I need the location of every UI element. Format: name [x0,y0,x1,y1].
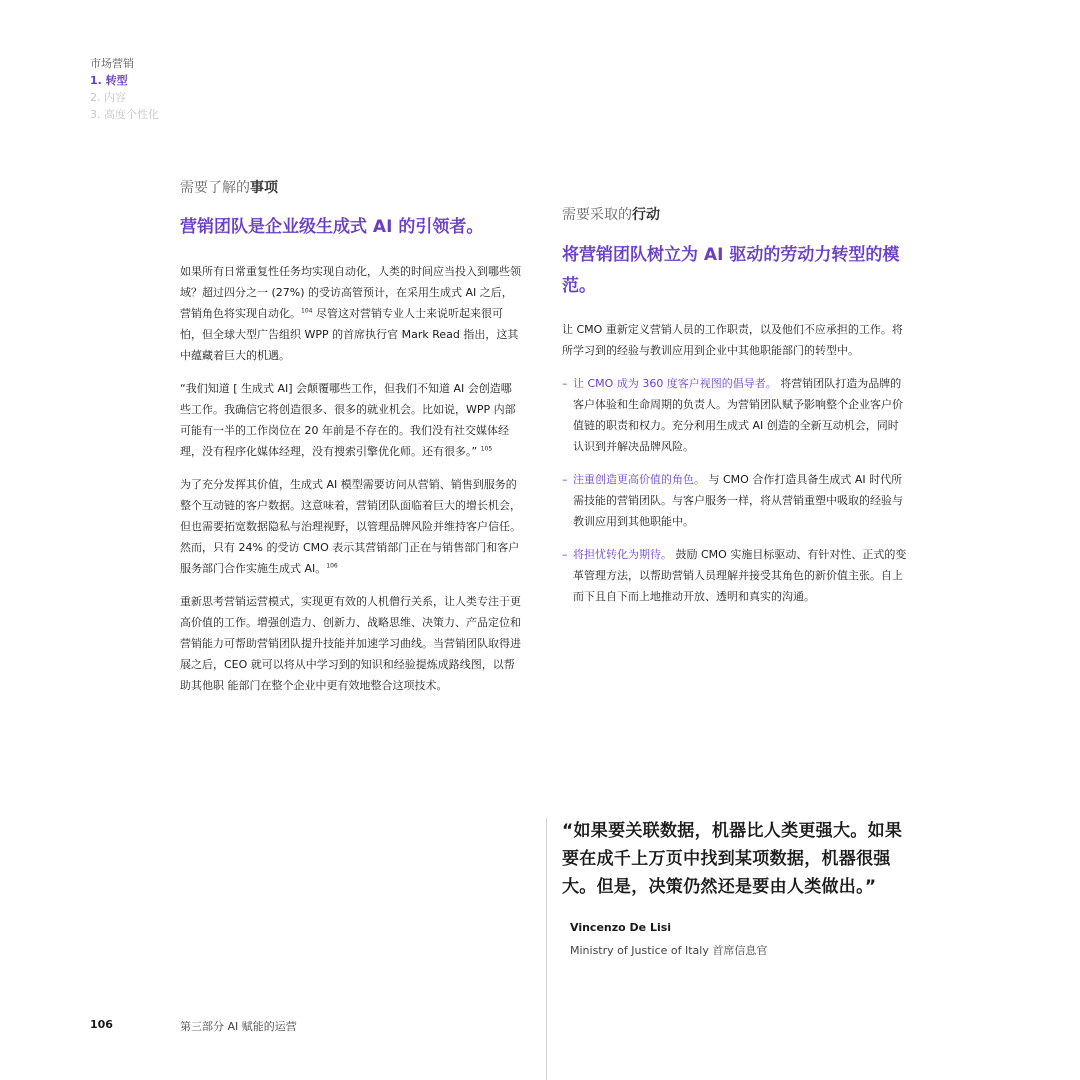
breadcrumb-item-content[interactable]: 2. 内容 [90,91,126,104]
action-item-2-lead: 注重创造更高价值的角色。 [573,473,705,486]
left-paragraph-2-text: “我们知道 [ 生成式 AI] 会颠覆哪些工作，但我们不知道 AI 会创造哪些工作。我确信它将创造很多、很多的就业机会。比如说，WPP 内部可能有一半的工作岗位在 20 年前是不存在的。我们没有社交媒体经理，没有程序化媒体经理，没有搜索引擎优化师。还有很多。” [180,382,516,458]
left-paragraph-1 [180,261,522,366]
right-headline: 将营销团队树立为 AI 驱动的劳动力转型的模范。 [562,245,900,296]
left-paragraph-4: 重新思考营销运营模式，实现更有效的人机僧行关系，让人类专注于更高价值的工作。增强创造力、创新力、战略思维、决策力、产品定位和营销能力可帮助营销团队提升技能并加速学习曲线。当营销团队取得进展之后，CEO 就可以将从中学习到的知识和经验提炼成路线图，以帮助其他职 能部门在整个企业中更有效地整合这项技术。 [180,595,521,692]
right-eyebrow-emphasis: 行动 [632,207,660,223]
action-item-2 [562,469,907,532]
left-eyebrow-prefix: 需要了解的 [180,180,250,196]
quote-author-role: Ministry of Justice of Italy 首席信息官 [570,944,768,957]
dash-marker: – [562,473,568,486]
right-eyebrow [562,204,660,224]
footnote-ref-104[interactable]: 104 [301,307,313,315]
dash-marker: – [562,548,568,561]
left-headline: 营销团队是企业级生成式 AI 的引领者。 [180,217,484,237]
left-body [180,261,522,708]
right-body [562,319,907,619]
footnote-ref-106[interactable]: 106 [326,562,338,570]
breadcrumb-section[interactable]: 市场营销 [90,57,134,70]
left-eyebrow-emphasis: 事项 [250,180,278,196]
footnote-ref-105[interactable]: 105 [480,445,493,453]
action-item-3-text: 鼓励 CMO 实施目标驱动、有针对性、正式的变革管理方法，以帮助营销人员理解并接受其角色的新价值主张。自上而下且自下而上地推动开放、透明和真实的沟通。 [573,548,907,603]
action-item-3 [562,544,907,607]
breadcrumb [90,55,159,123]
quote-author-name: Vincenzo De Lisi [570,921,672,934]
left-paragraph-2 [180,378,522,462]
left-paragraph-1-text-a: 如果所有日常重复性任务均实现自动化，人类的时间应当投入到哪些领域？超过四分之一 (27%) 的受访高管预计，在采用生成式 AI 之后，营销角色将实现自动化。 [180,265,521,320]
dash-marker: – [562,377,568,390]
right-eyebrow-prefix: 需要采取的 [562,207,632,223]
column-divider [546,818,547,1080]
page-number: 106 [90,1018,113,1031]
left-paragraph-3-text: 为了充分发挥其价值，生成式 AI 模型需要访问从营销、销售到服务的整个互动链的客户数据。这意味着，营销团队面临着巨大的增长机会，但也需要拓宽数据隐私与治理视野，以管理品牌风险并维持客户信任。然而，只有 24% 的受访 CMO 表示其营销部门正在与销售部门和客户服务部门合作实施生成式 AI。 [180,478,521,575]
action-item-1-lead: 让 CMO 成为 360 度客户视图的倡导者。 [573,377,777,390]
left-paragraph-1-text-b: 尽管这对营销专业人士来说听起来很可怕，但全球大型广告组织 WPP 的首席执行官 Mark Read 指出，这其中蕴藏着巨大的机遇。 [180,307,519,362]
breadcrumb-item-personalization[interactable]: 3. 高度个性化 [90,108,159,121]
action-item-1 [562,373,907,457]
breadcrumb-item-transformation[interactable]: 1. 转型 [90,74,128,87]
footer-section-title: 第三部分 AI 赋能的运营 [180,1020,297,1033]
left-eyebrow [180,177,278,197]
left-paragraph-3 [180,474,522,579]
right-intro: 让 CMO 重新定义营销人员的工作职责，以及他们不应承担的工作。将所学习到的经验与教训应用到企业中其他职能部门的转型中。 [562,323,903,357]
action-item-3-lead: 将担忧转化为期待。 [573,548,672,561]
action-item-1-text: 将营销团队打造为品牌的客户体验和生命周期的负责人。为营销团队赋予影响整个企业客户价值链的职责和权力。充分利用生成式 AI 创造的全新互动机会，同时认识到并解决品牌风险。 [573,377,903,453]
action-item-2-text: 与 CMO 合作打造具备生成式 AI 时代所需技能的营销团队。与客户服务一样，将从营销重塑中吸取的经验与教训应用到其他职能中。 [573,473,903,528]
pull-quote: “如果要关联数据，机器比人类更强大。如果要在成千上万页中找到某项数据，机器很强大。但是，决策仍然还是要由人类做出。” [562,821,903,897]
